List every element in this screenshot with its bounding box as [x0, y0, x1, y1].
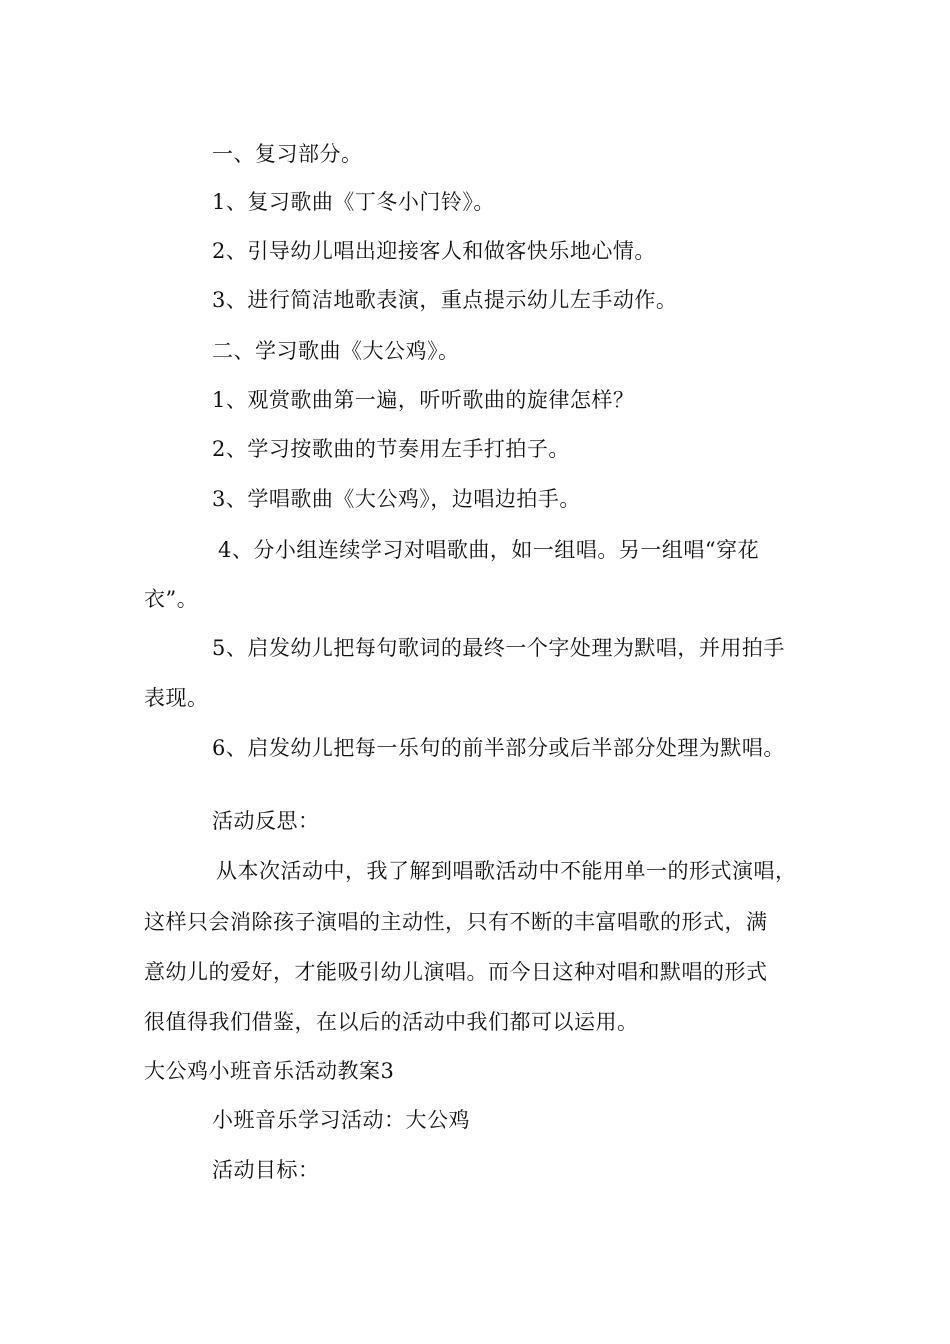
paragraph-line: 2、学习按歌曲的节奏用左手打拍子。	[212, 437, 570, 461]
paragraph-line: 2、引导幼儿唱出迎接客人和做客快乐地心情。	[212, 239, 656, 263]
paragraph-line: 3、学唱歌曲《大公鸡》，边唱边拍手。	[212, 487, 581, 511]
paragraph-line: 4、分小组连续学习对唱歌曲，如一组唱。另一组唱“穿花	[218, 538, 760, 562]
paragraph-line: 1、复习歌曲《丁冬小门铃》。	[212, 190, 495, 214]
section-heading-review: 一、复习部分。	[212, 142, 363, 166]
section-heading-goals: 活动目标：	[212, 1158, 320, 1182]
paragraph-line: 这样只会消除孩子演唱的主动性，只有不断的丰富唱歌的形式，满	[144, 910, 768, 934]
paragraph-line: 3、进行简洁地歌表演，重点提示幼儿左手动作。	[212, 288, 678, 312]
paragraph-line: 从本次活动中，我了解到唱歌活动中不能用单一的形式演唱，	[216, 859, 797, 883]
section-heading-reflection: 活动反思：	[212, 809, 320, 833]
paragraph-line: 衣”。	[144, 587, 199, 611]
paragraph-line: 5、启发幼儿把每句歌词的最终一个字处理为默唱，并用拍手	[212, 636, 785, 660]
paragraph-line: 6、启发幼儿把每一乐句的前半部分或后半部分处理为默唱。	[212, 736, 785, 760]
paragraph-line: 1、观赏歌曲第一遍，听听歌曲的旋律怎样？	[212, 388, 635, 412]
document-title: 大公鸡小班音乐活动教案3	[144, 1059, 395, 1083]
section-heading-learn-song: 二、学习歌曲《大公鸡》。	[212, 339, 460, 363]
paragraph-line: 表现。	[144, 686, 209, 710]
paragraph-line: 很值得我们借鉴，在以后的活动中我们都可以运用。	[144, 1010, 639, 1034]
paragraph-line: 小班音乐学习活动：大公鸡	[212, 1108, 470, 1132]
paragraph-line: 意幼儿的爱好，才能吸引幼儿演唱。而今日这种对唱和默唱的形式	[144, 960, 768, 984]
